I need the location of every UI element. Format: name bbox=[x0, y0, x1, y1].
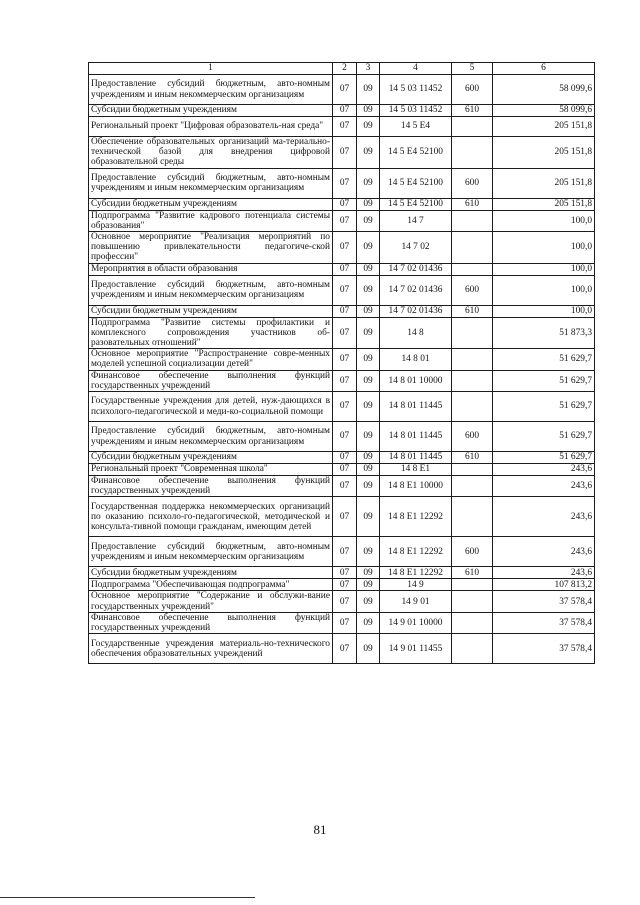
item-name: Подпрограмма "Обеспечивающая подпрограмма" bbox=[89, 579, 333, 591]
target-article-code: 14 5 E4 52100 bbox=[380, 198, 452, 210]
column-header-4: 4 bbox=[380, 63, 452, 75]
target-article-code: 14 9 bbox=[380, 579, 452, 591]
budget-table-body bbox=[89, 63, 595, 664]
item-name: Финансовое обеспечение выполнения функций государственных учреждений bbox=[89, 612, 333, 633]
amount: 100,0 bbox=[493, 232, 595, 264]
target-article-code: 14 8 E1 12292 bbox=[380, 537, 452, 567]
amount: 51 629,7 bbox=[493, 452, 595, 464]
item-name: Основное мероприятие "Содержание и обслужи-вание государственных учреждений" bbox=[89, 591, 333, 612]
item-name: Субсидии бюджетным учреждениям bbox=[89, 305, 333, 317]
item-name: Государственная поддержка некоммерческих организаций по оказанию психоло-го-педагогической, методической и консульта-тивной помощи гражданам, имеющим детей bbox=[89, 497, 333, 537]
section-code: 07 bbox=[333, 422, 357, 452]
item-name: Государственные учреждения для детей, нуж-дающихся в психолого-педагогической и меди-ко-социальной помощи bbox=[89, 392, 333, 422]
expense-type-code: 610 bbox=[452, 452, 493, 464]
expense-type-code bbox=[452, 464, 493, 476]
section-code: 07 bbox=[333, 210, 357, 231]
subsection-code: 09 bbox=[357, 497, 380, 537]
expense-type-code bbox=[452, 232, 493, 264]
amount: 51 873,3 bbox=[493, 317, 595, 349]
table-row bbox=[89, 452, 595, 464]
target-article-code: 14 7 02 01436 bbox=[380, 263, 452, 275]
table-row bbox=[89, 305, 595, 317]
section-code: 07 bbox=[333, 75, 357, 105]
table-row bbox=[89, 537, 595, 567]
section-code: 07 bbox=[333, 567, 357, 579]
amount: 205 151,8 bbox=[493, 198, 595, 210]
expense-type-code bbox=[452, 317, 493, 349]
subsection-code: 09 bbox=[357, 232, 380, 264]
target-article-code: 14 9 01 bbox=[380, 591, 452, 612]
target-article-code: 14 5 E4 52100 bbox=[380, 168, 452, 198]
amount: 37 578,4 bbox=[493, 591, 595, 612]
expense-type-code: 610 bbox=[452, 198, 493, 210]
subsection-code: 09 bbox=[357, 476, 380, 497]
subsection-code: 09 bbox=[357, 210, 380, 231]
subsection-code: 09 bbox=[357, 452, 380, 464]
target-article-code: 14 5 03 11452 bbox=[380, 105, 452, 117]
target-article-code: 14 7 02 01436 bbox=[380, 275, 452, 305]
target-article-code: 14 5 E4 bbox=[380, 117, 452, 137]
column-number-row bbox=[89, 63, 595, 75]
target-article-code: 14 8 E1 12292 bbox=[380, 567, 452, 579]
item-name: Предоставление субсидий бюджетным, авто-номным учреждениям и иным некоммерческим организациям bbox=[89, 537, 333, 567]
expense-type-code bbox=[452, 349, 493, 370]
subsection-code: 09 bbox=[357, 275, 380, 305]
target-article-code: 14 9 01 10000 bbox=[380, 612, 452, 633]
subsection-code: 09 bbox=[357, 537, 380, 567]
subsection-code: 09 bbox=[357, 579, 380, 591]
table-row bbox=[89, 392, 595, 422]
amount: 243,6 bbox=[493, 567, 595, 579]
subsection-code: 09 bbox=[357, 370, 380, 391]
section-code: 07 bbox=[333, 591, 357, 612]
table-row bbox=[89, 232, 595, 264]
section-code: 07 bbox=[333, 452, 357, 464]
section-code: 07 bbox=[333, 263, 357, 275]
page-number: 81 bbox=[313, 822, 327, 837]
target-article-code: 14 8 01 11445 bbox=[380, 422, 452, 452]
expense-type-code bbox=[452, 263, 493, 275]
subsection-code: 09 bbox=[357, 105, 380, 117]
item-name: Субсидии бюджетным учреждениям bbox=[89, 452, 333, 464]
table-row bbox=[89, 370, 595, 391]
target-article-code: 14 8 01 bbox=[380, 349, 452, 370]
table-row bbox=[89, 263, 595, 275]
amount: 243,6 bbox=[493, 497, 595, 537]
table-row bbox=[89, 476, 595, 497]
item-name: Субсидии бюджетным учреждениям bbox=[89, 198, 333, 210]
target-article-code: 14 7 02 bbox=[380, 232, 452, 264]
subsection-code: 09 bbox=[357, 567, 380, 579]
section-code: 07 bbox=[333, 168, 357, 198]
amount: 37 578,4 bbox=[493, 612, 595, 633]
section-code: 07 bbox=[333, 497, 357, 537]
section-code: 07 bbox=[333, 198, 357, 210]
subsection-code: 09 bbox=[357, 392, 380, 422]
amount: 51 629,7 bbox=[493, 349, 595, 370]
table-row bbox=[89, 168, 595, 198]
budget-table bbox=[88, 62, 595, 664]
amount: 100,0 bbox=[493, 263, 595, 275]
item-name: Региональный проект "Цифровая образователь-ная среда" bbox=[89, 117, 333, 137]
subsection-code: 09 bbox=[357, 634, 380, 664]
expense-type-code bbox=[452, 392, 493, 422]
amount: 243,6 bbox=[493, 476, 595, 497]
item-name: Основное мероприятие "Реализация мероприятий по повышению привлекательности педагогиче-ской профессии" bbox=[89, 232, 333, 264]
expense-type-code bbox=[452, 579, 493, 591]
section-code: 07 bbox=[333, 370, 357, 391]
section-code: 07 bbox=[333, 634, 357, 664]
table-row bbox=[89, 634, 595, 664]
table-row bbox=[89, 137, 595, 169]
subsection-code: 09 bbox=[357, 117, 380, 137]
table-row bbox=[89, 117, 595, 137]
table-row bbox=[89, 198, 595, 210]
footer-rule bbox=[0, 897, 255, 898]
column-header-1: 1 bbox=[89, 63, 333, 75]
target-article-code: 14 8 E1 10000 bbox=[380, 476, 452, 497]
subsection-code: 09 bbox=[357, 349, 380, 370]
amount: 205 151,8 bbox=[493, 168, 595, 198]
amount: 243,6 bbox=[493, 537, 595, 567]
section-code: 07 bbox=[333, 476, 357, 497]
table-row bbox=[89, 612, 595, 633]
target-article-code: 14 8 bbox=[380, 317, 452, 349]
target-article-code: 14 8 E1 12292 bbox=[380, 497, 452, 537]
item-name: Субсидии бюджетным учреждениям bbox=[89, 567, 333, 579]
subsection-code: 09 bbox=[357, 168, 380, 198]
table-row bbox=[89, 105, 595, 117]
column-header-5: 5 bbox=[452, 63, 493, 75]
expense-type-code bbox=[452, 634, 493, 664]
item-name: Предоставление субсидий бюджетным, авто-номным учреждениям и иным некоммерческим организациям bbox=[89, 422, 333, 452]
table-row bbox=[89, 275, 595, 305]
item-name: Подпрограмма "Развитие кадрового потенциала системы образования" bbox=[89, 210, 333, 231]
table-row bbox=[89, 210, 595, 231]
expense-type-code: 610 bbox=[452, 567, 493, 579]
amount: 243,6 bbox=[493, 464, 595, 476]
expense-type-code: 610 bbox=[452, 305, 493, 317]
expense-type-code bbox=[452, 476, 493, 497]
expense-type-code: 610 bbox=[452, 105, 493, 117]
column-header-3: 3 bbox=[357, 63, 380, 75]
section-code: 07 bbox=[333, 275, 357, 305]
amount: 51 629,7 bbox=[493, 370, 595, 391]
section-code: 07 bbox=[333, 537, 357, 567]
amount: 37 578,4 bbox=[493, 634, 595, 664]
subsection-code: 09 bbox=[357, 263, 380, 275]
target-article-code: 14 9 01 11455 bbox=[380, 634, 452, 664]
item-name: Предоставление субсидий бюджетным, авто-номным учреждениям и иным некоммерческим организациям bbox=[89, 75, 333, 105]
expense-type-code bbox=[452, 210, 493, 231]
expense-type-code bbox=[452, 591, 493, 612]
table-row bbox=[89, 567, 595, 579]
item-name: Финансовое обеспечение выполнения функций государственных учреждений bbox=[89, 476, 333, 497]
section-code: 07 bbox=[333, 232, 357, 264]
subsection-code: 09 bbox=[357, 612, 380, 633]
table-row bbox=[89, 464, 595, 476]
amount: 205 151,8 bbox=[493, 117, 595, 137]
subsection-code: 09 bbox=[357, 317, 380, 349]
target-article-code: 14 7 02 01436 bbox=[380, 305, 452, 317]
item-name: Государственные учреждения материаль-но-технического обеспечения образовательных учреждений bbox=[89, 634, 333, 664]
target-article-code: 14 8 01 11445 bbox=[380, 452, 452, 464]
item-name: Предоставление субсидий бюджетным, авто-номным учреждениям и иным некоммерческим организациям bbox=[89, 275, 333, 305]
item-name: Обеспечение образовательных организаций ма-териально-технической базой для внедрения цифровой образовательной среды bbox=[89, 137, 333, 169]
amount: 58 099,6 bbox=[493, 105, 595, 117]
item-name: Основное мероприятие "Распространение совре-менных моделей успешной социализации детей" bbox=[89, 349, 333, 370]
table-row bbox=[89, 579, 595, 591]
section-code: 07 bbox=[333, 464, 357, 476]
expense-type-code bbox=[452, 117, 493, 137]
subsection-code: 09 bbox=[357, 137, 380, 169]
expense-type-code bbox=[452, 370, 493, 391]
amount: 100,0 bbox=[493, 210, 595, 231]
table-row bbox=[89, 317, 595, 349]
subsection-code: 09 bbox=[357, 198, 380, 210]
item-name: Мероприятия в области образования bbox=[89, 263, 333, 275]
section-code: 07 bbox=[333, 579, 357, 591]
expense-type-code bbox=[452, 497, 493, 537]
target-article-code: 14 7 bbox=[380, 210, 452, 231]
column-header-2: 2 bbox=[333, 63, 357, 75]
subsection-code: 09 bbox=[357, 464, 380, 476]
amount: 58 099,6 bbox=[493, 75, 595, 105]
table-row bbox=[89, 497, 595, 537]
expense-type-code: 600 bbox=[452, 422, 493, 452]
item-name: Субсидии бюджетным учреждениям bbox=[89, 105, 333, 117]
target-article-code: 14 8 01 10000 bbox=[380, 370, 452, 391]
section-code: 07 bbox=[333, 137, 357, 169]
subsection-code: 09 bbox=[357, 591, 380, 612]
section-code: 07 bbox=[333, 305, 357, 317]
target-article-code: 14 5 E4 52100 bbox=[380, 137, 452, 169]
subsection-code: 09 bbox=[357, 305, 380, 317]
amount: 100,0 bbox=[493, 275, 595, 305]
target-article-code: 14 5 03 11452 bbox=[380, 75, 452, 105]
subsection-code: 09 bbox=[357, 75, 380, 105]
section-code: 07 bbox=[333, 612, 357, 633]
item-name: Финансовое обеспечение выполнения функций государственных учреждений bbox=[89, 370, 333, 391]
amount: 107 813,2 bbox=[493, 579, 595, 591]
table-row bbox=[89, 75, 595, 105]
section-code: 07 bbox=[333, 317, 357, 349]
expense-type-code: 600 bbox=[452, 537, 493, 567]
item-name: Подпрограмма "Развитие системы профилактики и комплексного сопровождения участников об-разовательных отношений" bbox=[89, 317, 333, 349]
column-header-6: 6 bbox=[493, 63, 595, 75]
item-name: Региональный проект "Современная школа" bbox=[89, 464, 333, 476]
expense-type-code: 600 bbox=[452, 168, 493, 198]
table-row bbox=[89, 591, 595, 612]
amount: 100,0 bbox=[493, 305, 595, 317]
section-code: 07 bbox=[333, 117, 357, 137]
amount: 51 629,7 bbox=[493, 392, 595, 422]
expense-type-code: 600 bbox=[452, 75, 493, 105]
subsection-code: 09 bbox=[357, 422, 380, 452]
section-code: 07 bbox=[333, 349, 357, 370]
table-row bbox=[89, 349, 595, 370]
section-code: 07 bbox=[333, 105, 357, 117]
item-name: Предоставление субсидий бюджетным, авто-номным учреждениям и иным некоммерческим организациям bbox=[89, 168, 333, 198]
expense-type-code bbox=[452, 137, 493, 169]
target-article-code: 14 8 E1 bbox=[380, 464, 452, 476]
section-code: 07 bbox=[333, 392, 357, 422]
amount: 205 151,8 bbox=[493, 137, 595, 169]
target-article-code: 14 8 01 11445 bbox=[380, 392, 452, 422]
amount: 51 629,7 bbox=[493, 422, 595, 452]
expense-type-code: 600 bbox=[452, 275, 493, 305]
expense-type-code bbox=[452, 612, 493, 633]
table-row bbox=[89, 422, 595, 452]
